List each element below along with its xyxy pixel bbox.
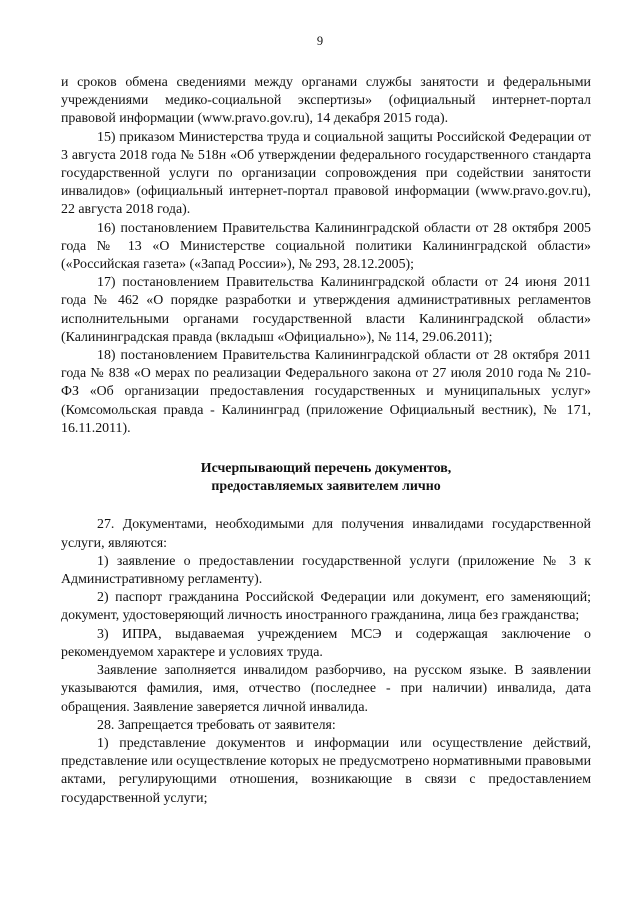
paragraph-continuation: и сроков обмена сведениями между органами службы занятости и федеральными учреждениями медико-социальной экспертизы» (официальный интернет-портал правовой информации (www.pravo.gov.ru), 14 декабря 2015 года). bbox=[61, 75, 591, 127]
spacer bbox=[61, 438, 591, 460]
paragraph-item-18: 18) постановлением Правительства Калининградской области от 28 октября 2011 года № 838 «О мерах по реализации Федерального закона от 27 июля 2010 года № 210-ФЗ «Об организации предоставления государственных и муниципальных услуг» (Комсомольская правда - Калининград (приложение Официальный вестник), № 171, 16.11.2011). bbox=[61, 348, 591, 436]
spacer bbox=[61, 496, 591, 516]
paragraph-subitem-3: 3) ИПРА, выдаваемая учреждением МСЭ и содержащая заключение о рекомендуемом характере и условиях труда. bbox=[61, 626, 591, 660]
paragraph-prohibition-1: 1) представление документов и информации или осуществление действий, представление или осуществление которых не предусмотрено нормативными правовыми актами, регулирующими отношения, возникающие в связи с предоставлением государственной услуги; bbox=[61, 735, 591, 806]
paragraph-item-17: 17) постановлением Правительства Калининградской области от 24 июня 2011 года № 462 «О порядке разработки и утверждения административных регламентов исполнительными органами государственной власти Калининградской области» (Калининградская правда (вкладыш «Официально»), № 114, 29.06.2011); bbox=[61, 275, 591, 345]
document-body bbox=[61, 74, 591, 808]
section-heading-line-2: предоставляемых заявителем лично bbox=[211, 479, 441, 495]
page-number: 9 bbox=[316, 34, 324, 48]
paragraph-item-28: 28. Запрещается требовать от заявителя: bbox=[97, 717, 336, 733]
section-heading bbox=[61, 460, 591, 496]
paragraph-item-16: 16) постановлением Правительства Калининградской области от 28 октября 2005 года № 13 «О Министерстве социальной политики Калининградской области» («Российская газета» («Запад России»), № 293, 28.12.2005); bbox=[61, 220, 591, 273]
paragraph-item-15: 15) приказом Министерства труда и социальной защиты Российской Федерации от 3 августа 2018 года № 518н «Об утверждении федерального государственного стандарта государственной услуги по организации сопровождения при содействии занятости инвалидов» (официальный интернет-портал правовой информации (www.pravo.gov.ru), 22 августа 2018 года). bbox=[61, 129, 591, 218]
paragraph-subitem-1: 1) заявление о предоставлении государственной услуги (приложение № 3 к Административному регламенту). bbox=[61, 553, 591, 588]
paragraph-subitem-2: 2) паспорт гражданина Российской Федерации или документ, его заменяющий; документ, удостоверяющий личность иностранного гражданина, лица без гражданства; bbox=[61, 590, 591, 624]
paragraph-item-27: 27. Документами, необходимыми для получения инвалидами государственной услуги, являются: bbox=[61, 517, 591, 551]
paragraph-application-note: Заявление заполняется инвалидом разборчиво, на русском языке. В заявлении указываются фамилия, имя, отчество (последнее - при наличии) инвалида, дата обращения. Заявление заверяется личной инвалида. bbox=[61, 663, 591, 715]
section-heading-line-1: Исчерпывающий перечень документов, bbox=[200, 461, 452, 477]
